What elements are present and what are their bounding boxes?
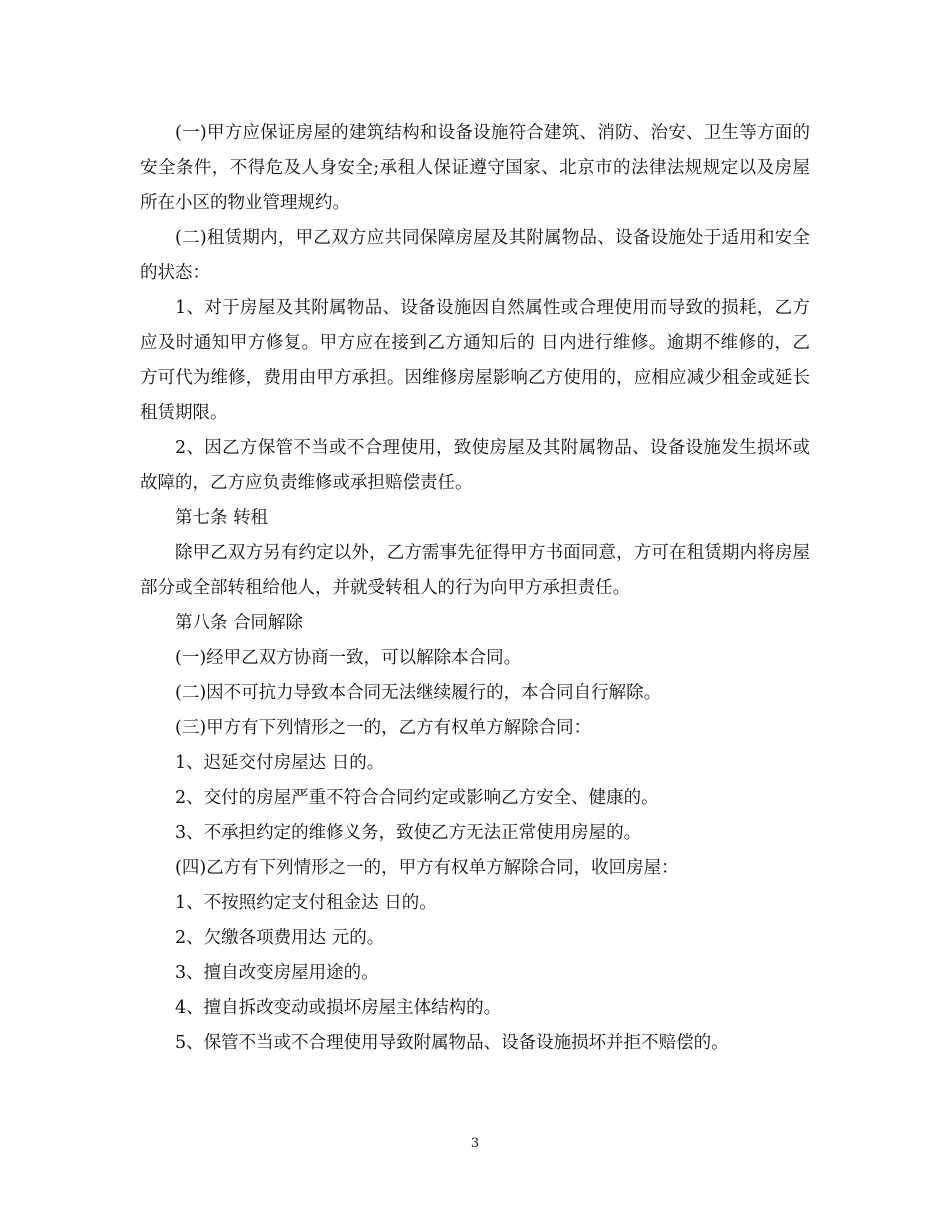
paragraph-sublease-terms: 除甲乙双方另有约定以外，乙方需事先征得甲方书面同意，方可在租赁期内将房屋部分或全部转租给他人，并就受转租人的行为向甲方承担责任。 (140, 543, 810, 598)
paragraph-landlord-termination-rights: (四)乙方有下列情形之一的，甲方有权单方解除合同，收回房屋： (175, 858, 679, 878)
paragraph-tenant-damage-liability: 2、因乙方保管不当或不合理使用，致使房屋及其附属物品、设备设施发生损坏或故障的，乙方应负责维修或承担赔偿责任。 (140, 438, 810, 493)
page-number: 3 (470, 1136, 480, 1151)
list-item: 1、迟延交付房屋达 日的。 (175, 753, 385, 773)
section-heading-sublease: 第七条 转租 (175, 508, 269, 528)
list-item: 4、擅自拆改变动或损坏房屋主体结构的。 (175, 998, 502, 1018)
paragraph-landlord-safety-obligation: (一)甲方应保证房屋的建筑结构和设备设施符合建筑、消防、治安、卫生等方面的安全条件，不得危及人身安全;承租人保证遵守国家、北京市的法律法规规定以及房屋所在小区的物业管理规约。 (140, 123, 810, 213)
list-item: 2、交付的房屋严重不符合合同约定或影响乙方安全、健康的。 (175, 788, 659, 808)
paragraph-repair-natural-wear: 1、对于房屋及其附属物品、设备设施因自然属性或合理使用而导致的损耗，乙方应及时通知甲方修复。甲方应在接到乙方通知后的 日内进行维修。逾期不维修的，乙方可代为维修，费用由甲方承担。因维修房屋影响乙方使用的，应相应减少租金或延长租赁期限。 (140, 298, 810, 423)
paragraph-force-majeure: (二)因不可抗力导致本合同无法继续履行的，本合同自行解除。 (175, 683, 662, 703)
list-item: 3、擅自改变房屋用途的。 (175, 963, 379, 983)
paragraph-mutual-termination: (一)经甲乙双方协商一致，可以解除本合同。 (175, 648, 522, 668)
document-body (140, 116, 810, 1061)
list-item: 1、不按照约定支付租金达 日的。 (175, 893, 437, 913)
paragraph-tenant-termination-rights: (三)甲方有下列情形之一的，乙方有权单方解除合同： (175, 718, 592, 738)
list-item: 5、保管不当或不合理使用导致附属物品、设备设施损坏并拒不赔偿的。 (175, 1033, 729, 1053)
list-item: 2、欠缴各项费用达 元的。 (175, 928, 385, 948)
paragraph-joint-maintenance: (二)租赁期内，甲乙双方应共同保障房屋及其附属物品、设备设施处于适用和安全的状态： (140, 228, 810, 283)
list-item: 3、不承担约定的维修义务，致使乙方无法正常使用房屋的。 (175, 823, 642, 843)
section-heading-termination: 第八条 合同解除 (175, 613, 304, 633)
